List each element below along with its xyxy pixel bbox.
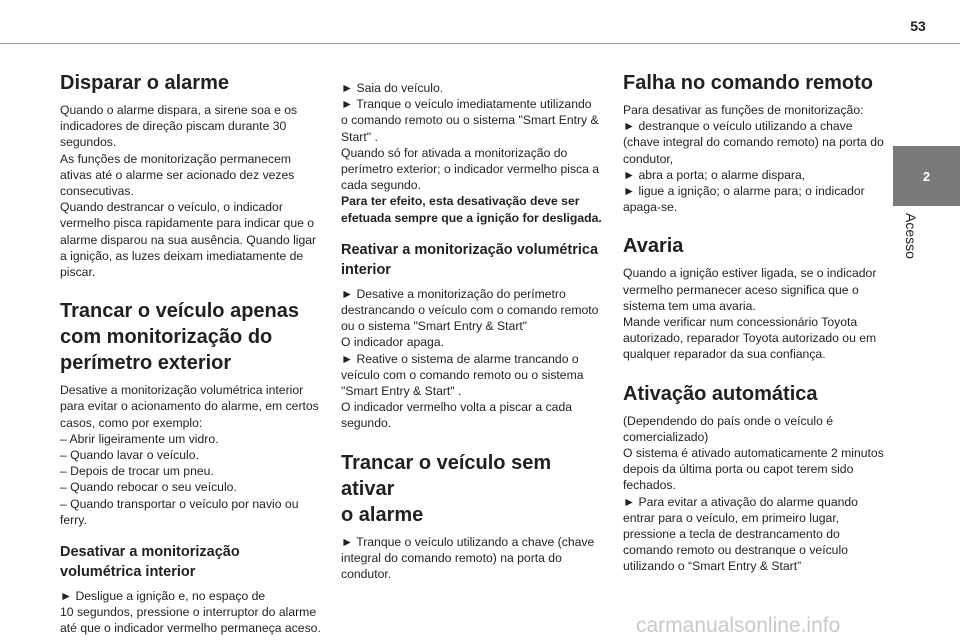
paragraph-line: ► Para evitar a ativação do alarme quando: [623, 494, 858, 509]
paragraph-line: Quando a ignição estiver ligada, se o indicador: [623, 266, 877, 281]
paragraph-line: condutor.: [341, 567, 392, 582]
heading-line: com monitorização do: [60, 326, 273, 349]
paragraph-line: 10 segundos, pressione o interruptor do alarme: [60, 605, 317, 620]
paragraph-line: Desative a monitorização volumétrica interior: [60, 383, 304, 398]
paragraph-line: ativas até o alarme ser acionado dez vezes: [60, 167, 295, 182]
paragraph-line: pressione a tecla de destrancamento do: [623, 527, 840, 542]
paragraph-line: indicadores de direção piscam durante 30: [60, 119, 287, 134]
paragraph-line: Mande verificar num concessionário Toyota: [623, 315, 858, 330]
paragraph-line: Para desativar as funções de monitorização:: [623, 103, 864, 117]
paragraph-line: Quando destrancar o veículo, o indicador: [60, 200, 283, 215]
list-item: – Quando rebocar o seu veículo.: [60, 480, 237, 495]
list-item: – Quando transportar o veículo por navio ou: [60, 496, 299, 511]
paragraph-line: ► abra a porta; o alarme dispara,: [623, 167, 806, 182]
paragraph-line: vermelho pisca rapidamente para indicar que o: [60, 216, 315, 231]
paragraph-line: piscar.: [60, 265, 96, 280]
warning-line: efetuada sempre que a ignição for desligada.: [341, 210, 602, 225]
paragraph-line: As funções de monitorização permanecem: [60, 151, 292, 166]
heading-falha-comando: Falha no comando remoto: [623, 72, 874, 94]
paragraph-line: O indicador apaga.: [341, 335, 444, 350]
heading-avaria: Avaria: [623, 235, 684, 258]
paragraph-line: ou o sistema "Smart Entry & Start": [341, 319, 528, 334]
paragraph-line: comercializado): [623, 429, 709, 444]
list-item: – Depois de trocar um pneu.: [60, 464, 214, 479]
column-middle: [341, 80, 606, 582]
paragraph-line: ► Desligue a ignição e, no espaço de: [60, 589, 266, 604]
paragraph-line: O sistema é ativado automaticamente 2 minutos: [623, 446, 884, 461]
paragraph-line: cada segundo.: [341, 178, 421, 193]
paragraph-line: o comando remoto ou o sistema "Smart Entry &: [341, 113, 599, 128]
heading-reativar-volumetrica: Reativar a monitorização volumétrica interior: [341, 241, 599, 278]
heading-trancar-sem-alarme-line-2: o alarme: [341, 503, 424, 526]
heading-trancar-sem-alarme: Trancar o veículo sem ativar: [341, 451, 552, 500]
paragraph-line: até que o indicador vermelho permaneça aceso.: [60, 621, 321, 636]
list-item: – Quando lavar o veículo.: [60, 448, 199, 463]
paragraph-line: comando remoto ou destranque o veículo: [623, 543, 848, 558]
heading-desativar-volumetrica-line-2: volumétrica interior: [60, 564, 196, 581]
heading-disparar-alarme: Disparar o alarme: [60, 72, 229, 94]
list-item: – Abrir ligeiramente um vidro.: [60, 431, 219, 446]
paragraph-line: consecutivas.: [60, 184, 134, 199]
column-left: [60, 70, 322, 637]
paragraph-line: sistema tem uma avaria.: [623, 298, 756, 313]
heading-line: perímetro exterior: [60, 352, 232, 375]
chapter-tab[interactable]: 2: [893, 146, 960, 206]
heading-trancar-perimetro-line-3: [60, 350, 322, 376]
paragraph-line: ► Saia do veículo.: [341, 81, 444, 95]
paragraph-line: perímetro exterior; o indicador vermelho pisca a: [341, 162, 600, 177]
paragraph-line: condutor,: [623, 151, 674, 166]
paragraph-line: integral do comando remoto) na porta do: [341, 550, 562, 565]
paragraph-line: autorizado, reparador Toyota autorizado ou em: [623, 331, 877, 346]
paragraph-line: apaga-se.: [623, 200, 678, 215]
paragraph-line: ► Tranque o veículo utilizando a chave (chave: [341, 534, 595, 549]
paragraph-line: destrancando o veículo com o comando remoto: [341, 303, 599, 318]
heading-desativar-volumetrica: Desativar a monitorização: [60, 544, 240, 561]
paragraph-line: ► Reative o sistema de alarme trancando o: [341, 351, 579, 366]
paragraph-line: "Smart Entry & Start" .: [341, 384, 462, 399]
paragraph-line: veículo com o comando remoto ou o sistema: [341, 367, 584, 382]
page-number: 53: [910, 18, 926, 34]
list-item: ferry.: [60, 512, 87, 527]
column-right: [623, 70, 885, 575]
paragraph-line: depois da última porta ou capot terem sido: [623, 462, 854, 477]
paragraph-line: ► Desative a monitorização do perímetro: [341, 286, 566, 301]
heading-trancar-perimetro: [60, 298, 322, 324]
paragraph-line: alarme disparou na sua ausência. Quando ligar: [60, 232, 317, 247]
chapter-label: Acesso: [903, 213, 919, 259]
paragraph-line: para evitar o acionamento do alarme, em certos: [60, 399, 319, 414]
paragraph-line: Quando o alarme dispara, a sirene soa e os: [60, 103, 298, 117]
paragraph-line: (Dependendo do país onde o veículo é: [623, 413, 834, 428]
paragraph-line: ► ligue a ignição; o alarme para; o indicador: [623, 184, 865, 199]
paragraph-line: segundos.: [60, 135, 117, 150]
heading-line: Trancar o veículo apenas: [60, 300, 299, 323]
paragraph-line: qualquer reparador da sua confiança.: [623, 347, 826, 362]
paragraph-line: (chave integral do comando remoto) na porta do: [623, 135, 884, 150]
header-divider: [0, 43, 960, 44]
paragraph-line: entrar para o veículo, em primeiro lugar,: [623, 510, 840, 525]
paragraph-line: Quando só for ativada a monitorização do: [341, 145, 568, 160]
paragraph-line: ► destranque o veículo utilizando a chave: [623, 119, 853, 134]
paragraph-line: segundo.: [341, 416, 392, 431]
heading-trancar-perimetro-line-2: [60, 324, 322, 350]
warning-line: Para ter efeito, esta desativação deve ser: [341, 194, 580, 209]
paragraph-line: O indicador vermelho volta a piscar a cada: [341, 400, 573, 415]
heading-ativacao-automatica: Ativação automática: [623, 382, 818, 405]
paragraph-line: ► Tranque o veículo imediatamente utilizando: [341, 97, 592, 112]
paragraph-line: Start" .: [341, 129, 378, 144]
paragraph-line: a ignição, as luzes deixam imediatamente de: [60, 248, 304, 263]
paragraph-line: vermelho permanecer aceso significa que o: [623, 282, 859, 297]
paragraph-line: fechados.: [623, 478, 676, 493]
watermark: carmanualsonline.info: [636, 614, 841, 637]
paragraph-line: utilizando o “Smart Entry & Start”: [623, 559, 802, 574]
paragraph-line: casos, como por exemplo:: [60, 415, 203, 430]
